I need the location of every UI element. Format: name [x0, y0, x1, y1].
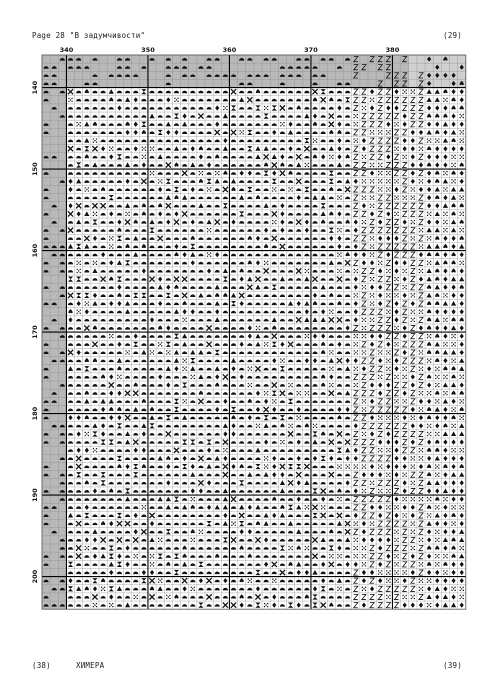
- column-label-370: 370: [304, 46, 318, 54]
- page-title: Page 28 "В задумчивости": [32, 31, 146, 40]
- row-label-170: 170: [31, 325, 39, 339]
- footer-page-right: (39): [443, 661, 462, 670]
- row-label-190: 190: [31, 488, 39, 502]
- row-label-150: 150: [31, 162, 39, 176]
- row-label-140: 140: [31, 80, 39, 95]
- column-label-340: 340: [59, 46, 74, 54]
- row-label-160: 160: [31, 243, 39, 258]
- footer-chart-name: ХИМЕРА: [76, 661, 105, 670]
- column-label-350: 350: [141, 46, 155, 54]
- page-number: (29): [443, 31, 462, 40]
- row-label-200: 200: [31, 569, 39, 584]
- row-label-180: 180: [31, 406, 39, 421]
- column-label-360: 360: [222, 46, 237, 54]
- footer-page-left: (38): [32, 661, 51, 670]
- column-label-380: 380: [385, 46, 400, 54]
